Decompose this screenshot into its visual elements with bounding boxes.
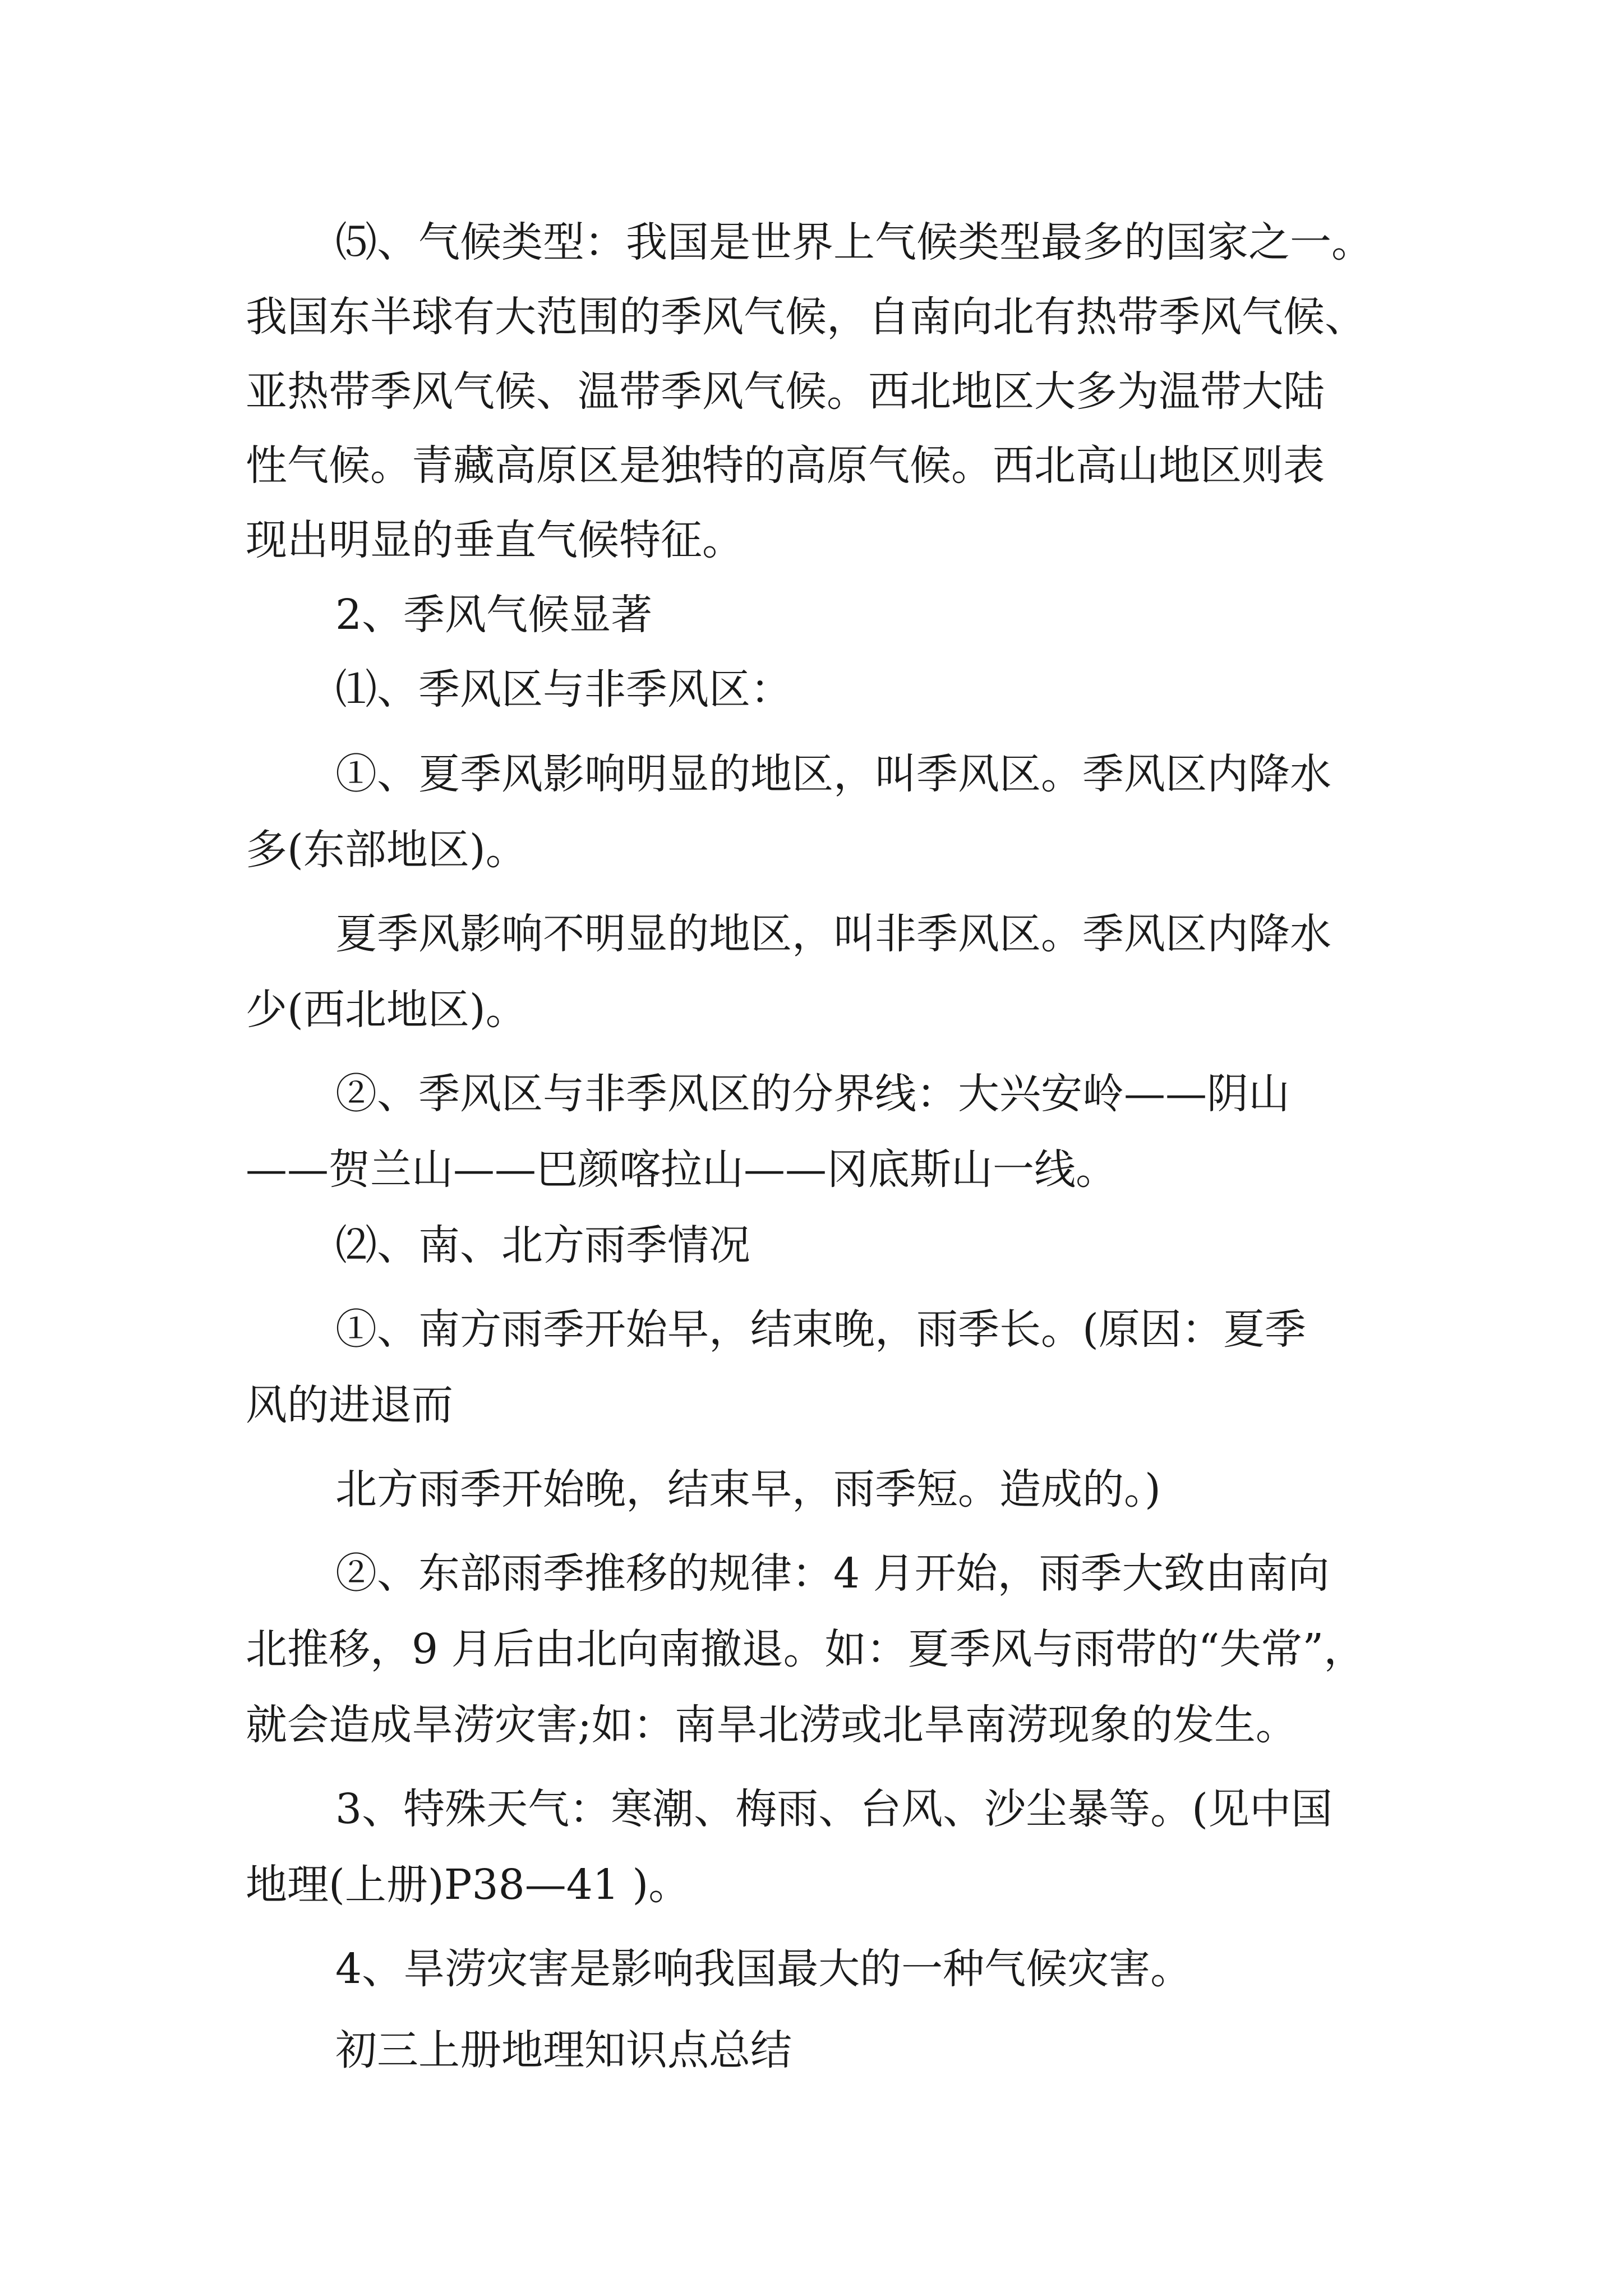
paragraph-line: 地理(上册)P38—41 )。 bbox=[246, 1861, 690, 1909]
paragraph-line: ⑵、南、北方雨季情况 bbox=[335, 1221, 750, 1269]
paragraph-line: 北方雨季开始晚，结束早，雨季短。造成的。) bbox=[335, 1465, 1161, 1513]
paragraph-line: 夏季风影响不明显的地区，叫非季风区。季风区内降水 bbox=[335, 910, 1331, 958]
paragraph-line: 北推移，9 月后由北向南撤退。如：夏季风与雨带的“失常”， bbox=[246, 1625, 1366, 1673]
paragraph-line: ⑴、季风区与非季风区： bbox=[335, 665, 792, 714]
paragraph-line: ⑸、气候类型：我国是世界上气候类型最多的国家之一。 bbox=[335, 218, 1373, 266]
paragraph-line: ①、夏季风影响明显的地区，叫季风区。季风区内降水 bbox=[335, 750, 1331, 798]
paragraph-line: 初三上册地理知识点总结 bbox=[335, 2026, 792, 2074]
paragraph-line: ——贺兰山——巴颜喀拉山——冈底斯山一线。 bbox=[246, 1145, 1117, 1194]
paragraph-line: 现出明显的垂直气候特征。 bbox=[246, 516, 744, 564]
paragraph-line: 就会造成旱涝灾害;如：南旱北涝或北旱南涝现象的发生。 bbox=[246, 1701, 1297, 1749]
paragraph-line: 性气候。青藏高原区是独特的高原气候。西北高山地区则表 bbox=[246, 441, 1325, 490]
paragraph-line: ②、季风区与非季风区的分界线：大兴安岭——阴山 bbox=[335, 1070, 1290, 1118]
paragraph-line: ①、南方雨季开始早，结束晚，雨季长。(原因：夏季 bbox=[335, 1305, 1306, 1354]
paragraph-line: 多(东部地区)。 bbox=[246, 826, 527, 874]
paragraph-line: 风的进退而 bbox=[246, 1381, 453, 1429]
paragraph-line: 4、旱涝灾害是影响我国最大的一种气候灾害。 bbox=[335, 1945, 1192, 1993]
paragraph-line: 2、季风气候显著 bbox=[335, 591, 653, 639]
paragraph-line: ②、东部雨季推移的规律：4 月开始，雨季大致由南向 bbox=[335, 1549, 1330, 1598]
paragraph-line: 亚热带季风气候、温带季风气候。西北地区大多为温带大陆 bbox=[246, 367, 1325, 416]
paragraph-line: 少(西北地区)。 bbox=[246, 986, 527, 1034]
paragraph-line: 3、特殊天气：寒潮、梅雨、台风、沙尘暴等。(见中国 bbox=[335, 1785, 1332, 1833]
paragraph-line: 我国东半球有大范围的季风气候，自南向北有热带季风气候、 bbox=[246, 293, 1366, 341]
